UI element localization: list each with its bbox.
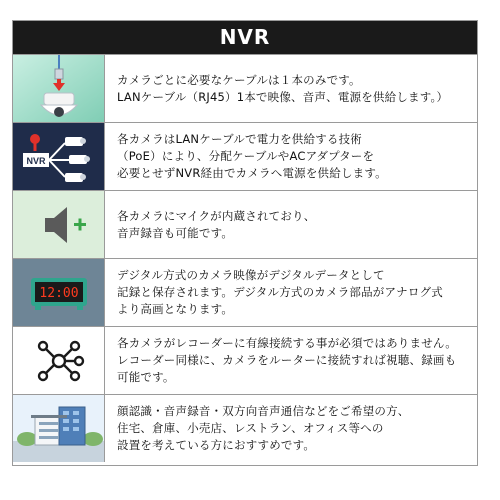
feature-text: 各カメラはLANケーブルで電力を供給する技術 （PoE）により、分配ケーブルやACアダプターを 必要とせずNVR経由でカメラへ電源を供給します。 bbox=[117, 132, 387, 180]
feature-row-network bbox=[13, 326, 477, 394]
camera-cable-icon bbox=[13, 55, 105, 122]
feature-text: カメラごとに必要なケーブルは１本のみです。 LANケーブル（RJ45）1本で映像、音声、電源を供給します。） bbox=[117, 72, 449, 104]
svg-text:NVR: NVR bbox=[26, 156, 46, 166]
digital-clock-icon bbox=[13, 259, 105, 326]
network-hub-icon bbox=[13, 327, 105, 394]
feature-row-poe bbox=[13, 122, 477, 190]
feature-row-usecase bbox=[13, 394, 477, 462]
feature-row-digital bbox=[13, 258, 477, 326]
svg-text:12:00: 12:00 bbox=[39, 286, 79, 301]
feature-text: 各カメラにマイクが内蔵されており、 音声録音も可能です。 bbox=[117, 208, 316, 240]
nvr-feature-table bbox=[12, 20, 478, 466]
nvr-poe-icon bbox=[13, 123, 105, 190]
feature-text: デジタル方式のカメラ映像がデジタルデータとして 記録と保存されます。デジタル方式のカメラ部品がアナログ式 より高画となります。 bbox=[117, 268, 443, 316]
speaker-plus-icon bbox=[13, 191, 105, 258]
feature-text: 各カメラがレコーダーに有線接続する事が必須ではありません。 レコーダー同様に、カメラをルーターに接続すれば視聴、録画も 可能です。 bbox=[117, 336, 457, 384]
office-building-icon bbox=[13, 395, 105, 462]
feature-row-audio bbox=[13, 190, 477, 258]
feature-row-cable bbox=[13, 54, 477, 122]
feature-text: 顔認識・音声録音・双方向音声通信などをご希望の方、 住宅、倉庫、小売店、レストラン、オフィス等への 設置を考えている方におすすめです。 bbox=[117, 404, 410, 452]
table-title: NVR bbox=[13, 21, 477, 54]
